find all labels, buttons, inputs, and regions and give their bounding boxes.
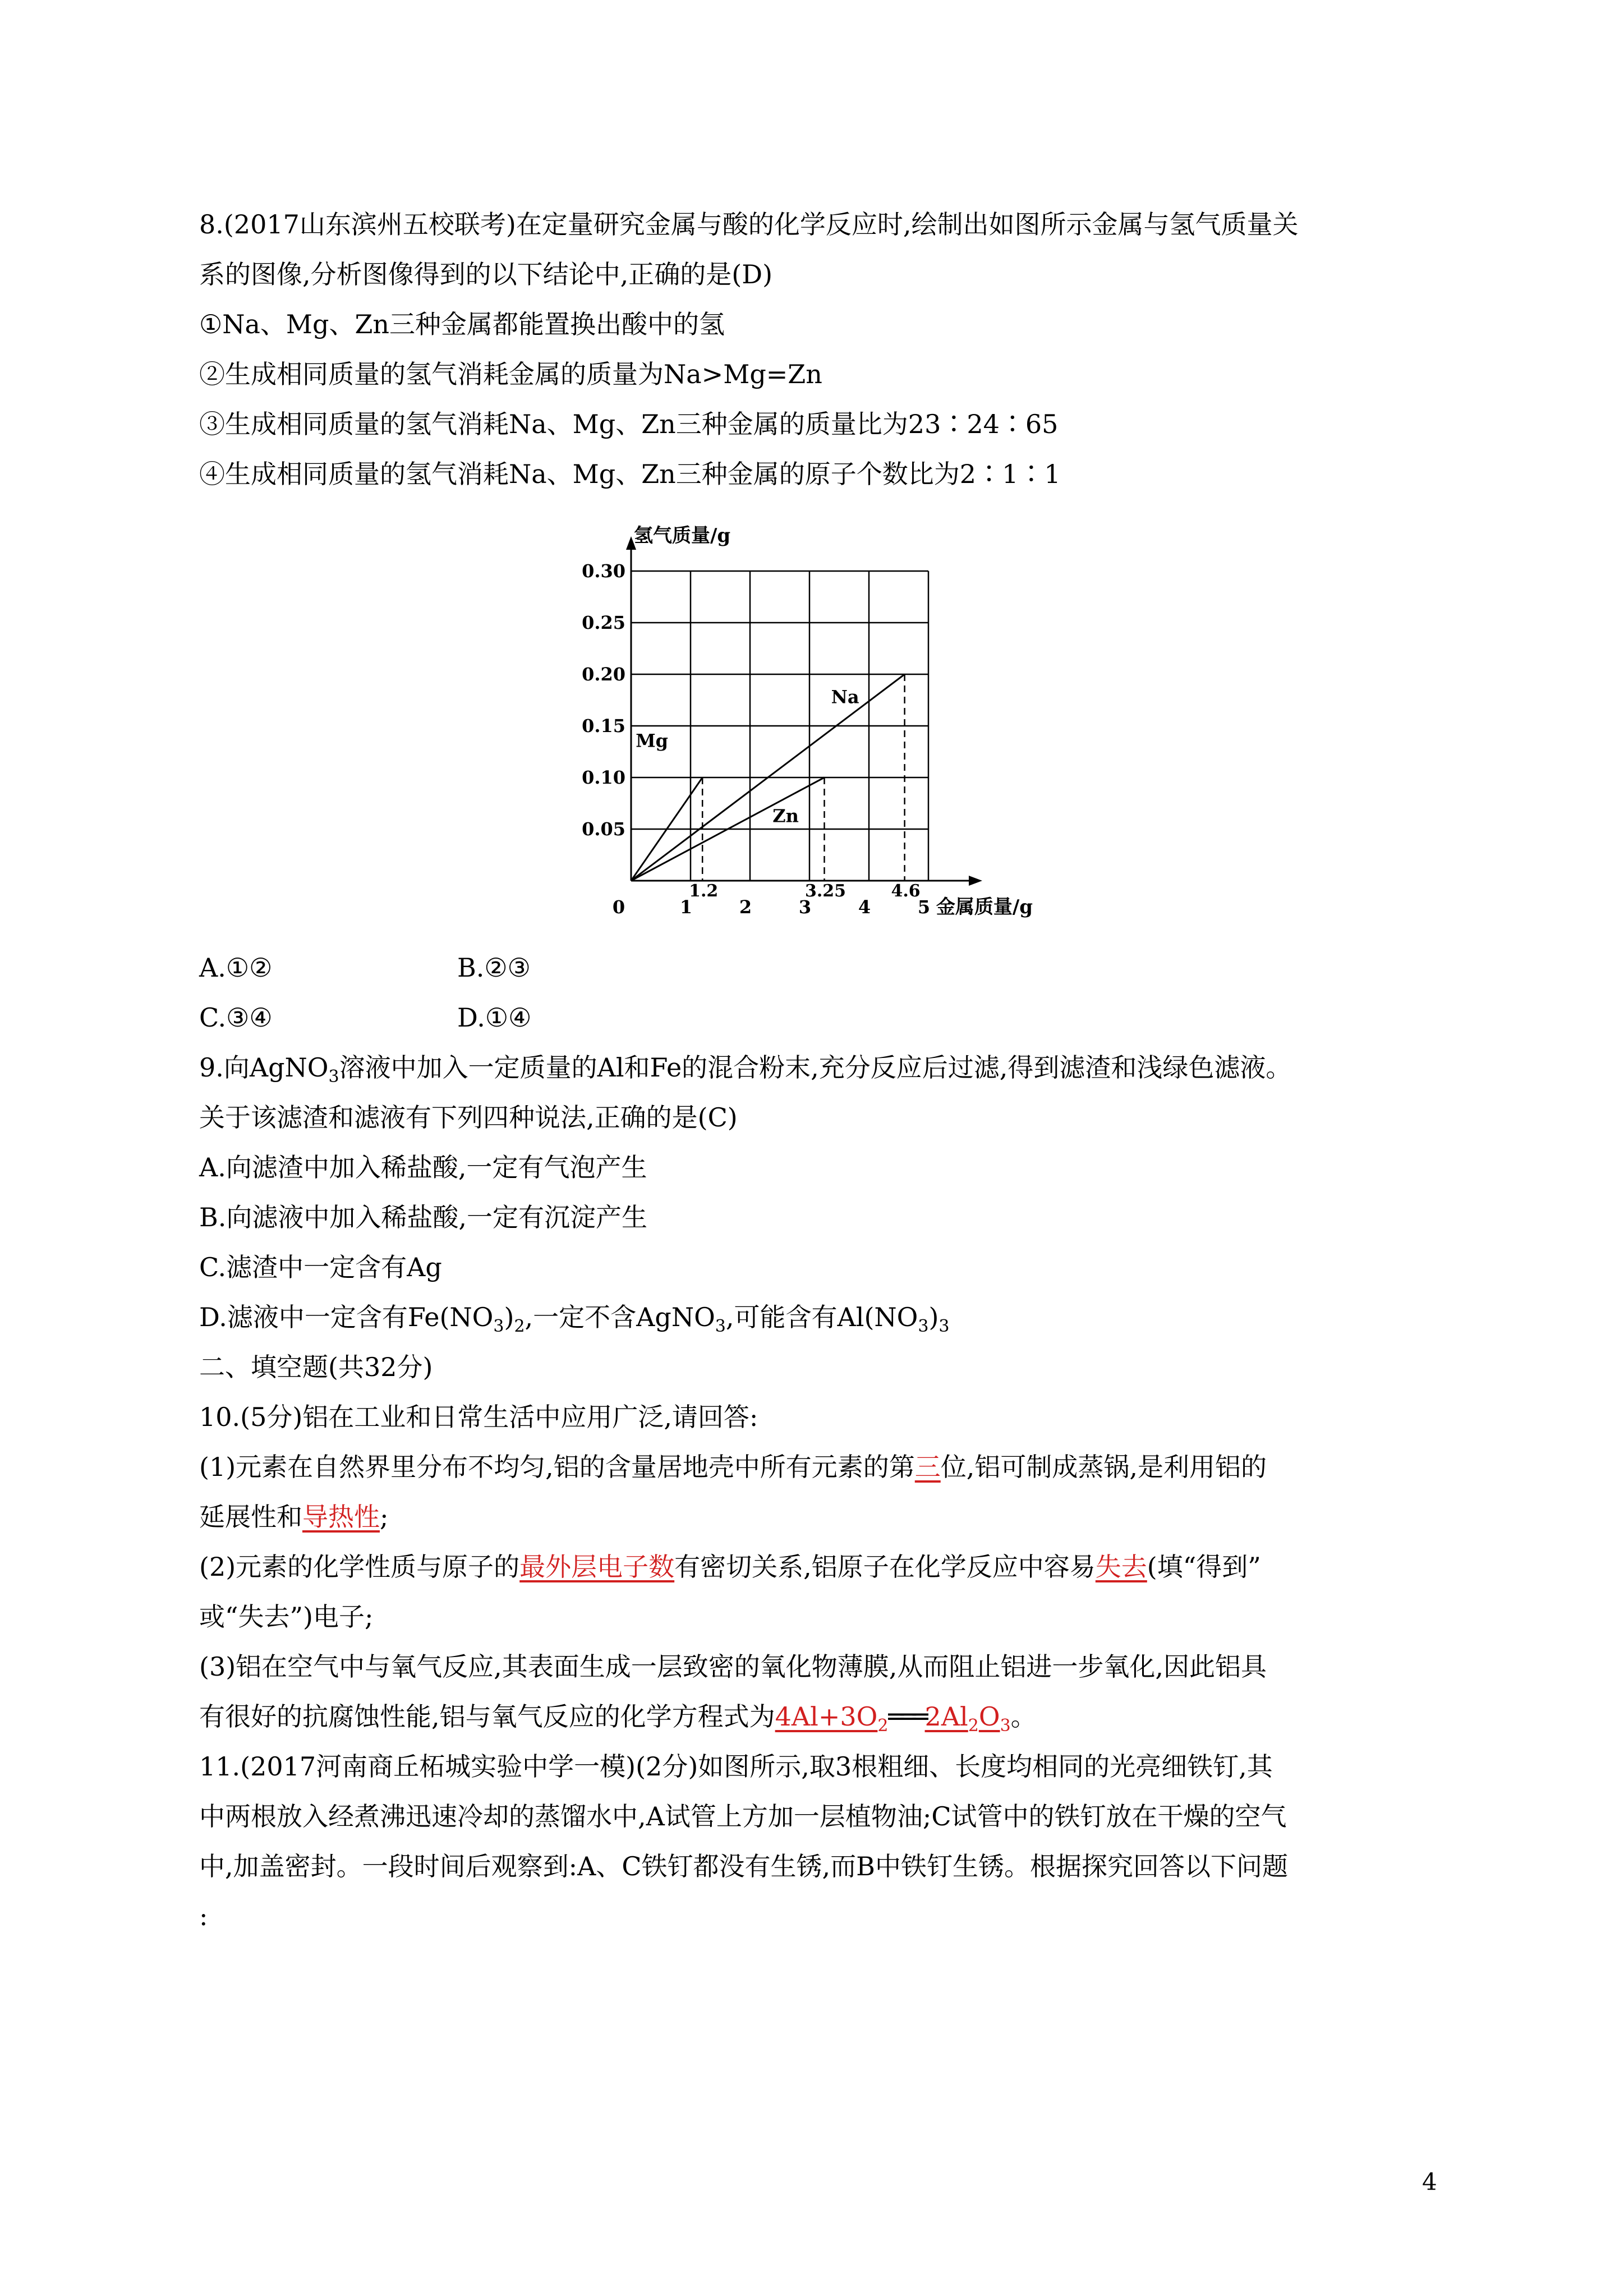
- x-tick-label: 4: [858, 896, 871, 918]
- q10-part-2-line-1: [199, 1550, 1261, 1584]
- q9-text: 溶液中加入一定质量的Al和Fe的混合粉末,充分反应后过滤,得到滤渣和浅绿色滤液。: [339, 1052, 1292, 1083]
- q8-options-row-1: [199, 951, 531, 984]
- q8-options-row-2: [199, 1001, 531, 1034]
- q10-text: 有密切关系,铝原子在化学反应中容易: [674, 1552, 1096, 1582]
- q9-d-text: ,一定不含AgNO: [525, 1302, 715, 1332]
- q10-text: 位,铝可制成蒸锅,是利用铝的: [940, 1452, 1267, 1482]
- x-tick-label: 2: [739, 896, 752, 918]
- q10-text: (2)元素的化学性质与原子的: [199, 1552, 520, 1582]
- series-label-zn: Zn: [772, 805, 799, 827]
- q9-option-a: A.向滤渣中加入稀盐酸,一定有气泡产生: [199, 1152, 647, 1182]
- q8-option-a: A.①②: [199, 953, 273, 983]
- x-axis-arrow: [969, 876, 982, 886]
- q10-text: 延展性和: [199, 1502, 302, 1532]
- y-axis-label: 氢气质量/g: [634, 524, 731, 547]
- equation-sign: ═══: [888, 1701, 925, 1732]
- q10-text: (1)元素在自然界里分布不均匀,铝的含量居地壳中所有元素的第: [199, 1452, 915, 1482]
- q9-subscript: 3: [328, 1067, 339, 1087]
- marked-x-label: 4.6: [891, 881, 921, 901]
- q9-d-text: ,可能含有Al(NO: [725, 1302, 918, 1332]
- q10-answer-blank: 三: [914, 1452, 941, 1482]
- q9-d-text: D.滤液中一定含有Fe(NO: [199, 1302, 494, 1332]
- q8-option-c: C.③④: [199, 1002, 273, 1033]
- q9-option-d: [199, 1300, 950, 1334]
- q8-statement-1: ①Na、Mg、Zn三种金属都能置换出酸中的氢: [199, 309, 725, 339]
- y-tick-label: 0.25: [582, 612, 625, 633]
- q9-d-subscript: 3: [918, 1317, 929, 1336]
- q11-stem-line-1: 11.(2017河南商丘柘城实验中学一模)(2分)如图所示,取3根粗细、长度均相同的光亮细铁钉,其: [199, 1751, 1273, 1782]
- q10-part-1-line-1: [199, 1450, 1267, 1484]
- x-tick-label: 5: [917, 896, 931, 918]
- q9-option-c: C.滤渣中一定含有Ag: [199, 1252, 442, 1282]
- q11-stem-line-4: :: [199, 1901, 208, 1931]
- equation-subscript: 2: [968, 1716, 979, 1736]
- q9-stem-line-1: [199, 1051, 1292, 1087]
- q8-statement-3: ③生成相同质量的氢气消耗Na、Mg、Zn三种金属的质量比为23∶24∶65: [199, 409, 1059, 439]
- series-label-na: Na: [831, 686, 859, 708]
- q10-text: 有很好的抗腐蚀性能,铝与氧气反应的化学方程式为: [199, 1701, 775, 1732]
- q8-option-d: D.①④: [457, 1002, 532, 1033]
- q10-title: 10.(5分)铝在工业和日常生活中应用广泛,请回答:: [199, 1402, 758, 1432]
- q9-text: 9.向AgNO: [199, 1052, 329, 1083]
- q10-text: 。: [1010, 1701, 1037, 1732]
- q10-part-3-line-2: [199, 1700, 1037, 1736]
- page-number: 4: [1422, 2168, 1437, 2196]
- equation-part: O: [978, 1701, 1000, 1732]
- q8-statement-2: ②生成相同质量的氢气消耗金属的质量为Na>Mg=Zn: [199, 359, 822, 389]
- equation-part: 4Al+3O: [775, 1701, 878, 1732]
- q10-text: (填“得到”: [1147, 1552, 1261, 1582]
- q9-d-text: ): [928, 1302, 939, 1332]
- q8-stem-line-2: 系的图像,分析图像得到的以下结论中,正确的是(D): [199, 259, 773, 289]
- y-tick-label: 0.15: [582, 715, 625, 737]
- q11-stem-line-2: 中两根放入经煮沸迅速冷却的蒸馏水中,A试管上方加一层植物油;C试管中的铁钉放在干燥的空气: [199, 1801, 1287, 1832]
- q10-answer-blank: 导热性: [302, 1502, 380, 1532]
- q8-stem-line-1: 8.(2017山东滨州五校联考)在定量研究金属与酸的化学反应时,绘制出如图所示金属与氢气质量关: [199, 209, 1299, 240]
- equation-part: 2Al: [924, 1701, 968, 1732]
- q9-d-text: ): [504, 1302, 514, 1332]
- hydrogen-mass-chart: [561, 522, 1099, 926]
- q10-answer-blank: 最外层电子数: [519, 1552, 675, 1582]
- marked-x-label: 1.2: [689, 881, 719, 901]
- x-tick-label: 3: [798, 896, 812, 918]
- marked-x-label: 3.25: [804, 881, 846, 901]
- q11-stem-line-3: 中,加盖密封。一段时间后观察到:A、C铁钉都没有生锈,而B中铁钉生锈。根据探究回答以下问题: [199, 1851, 1288, 1881]
- q10-equation-answer: [775, 1701, 889, 1736]
- series-label-mg: Mg: [636, 730, 668, 752]
- q9-stem-line-2: 关于该滤渣和滤液有下列四种说法,正确的是(C): [199, 1102, 738, 1133]
- y-tick-label: 0.30: [582, 560, 625, 582]
- q10-part-1-line-2: [199, 1500, 389, 1534]
- q9-d-subscript: 3: [938, 1317, 950, 1336]
- equation-subscript: 3: [1000, 1716, 1011, 1736]
- q10-part-3-line-1: (3)铝在空气中与氧气反应,其表面生成一层致密的氧化物薄膜,从而阻止铝进一步氧化,因此铝具: [199, 1651, 1267, 1682]
- q8-statement-4: ④生成相同质量的氢气消耗Na、Mg、Zn三种金属的原子个数比为2∶1∶1: [199, 459, 1061, 489]
- x-axis-label: 金属质量/g: [936, 896, 1033, 918]
- equation-subscript: 2: [877, 1716, 889, 1736]
- q10-text: ;: [380, 1502, 389, 1532]
- q10-equation-answer: [924, 1701, 1011, 1736]
- q10-answer-blank: 失去: [1095, 1552, 1147, 1582]
- origin-label: 0: [612, 896, 625, 918]
- x-tick-label: 1: [679, 896, 693, 918]
- q9-d-subscript: 3: [715, 1317, 726, 1336]
- y-tick-label: 0.10: [582, 767, 625, 788]
- y-tick-label: 0.20: [582, 664, 625, 685]
- q9-option-b: B.向滤液中加入稀盐酸,一定有沉淀产生: [199, 1202, 648, 1232]
- q10-part-2-line-2: 或“失去”)电子;: [199, 1602, 374, 1632]
- section-heading: 二、填空题(共32分): [199, 1352, 433, 1382]
- q9-d-subscript: 3: [493, 1317, 504, 1336]
- q9-d-subscript: 2: [514, 1317, 525, 1336]
- y-tick-label: 0.05: [582, 818, 625, 840]
- q8-option-b: B.②③: [457, 953, 531, 983]
